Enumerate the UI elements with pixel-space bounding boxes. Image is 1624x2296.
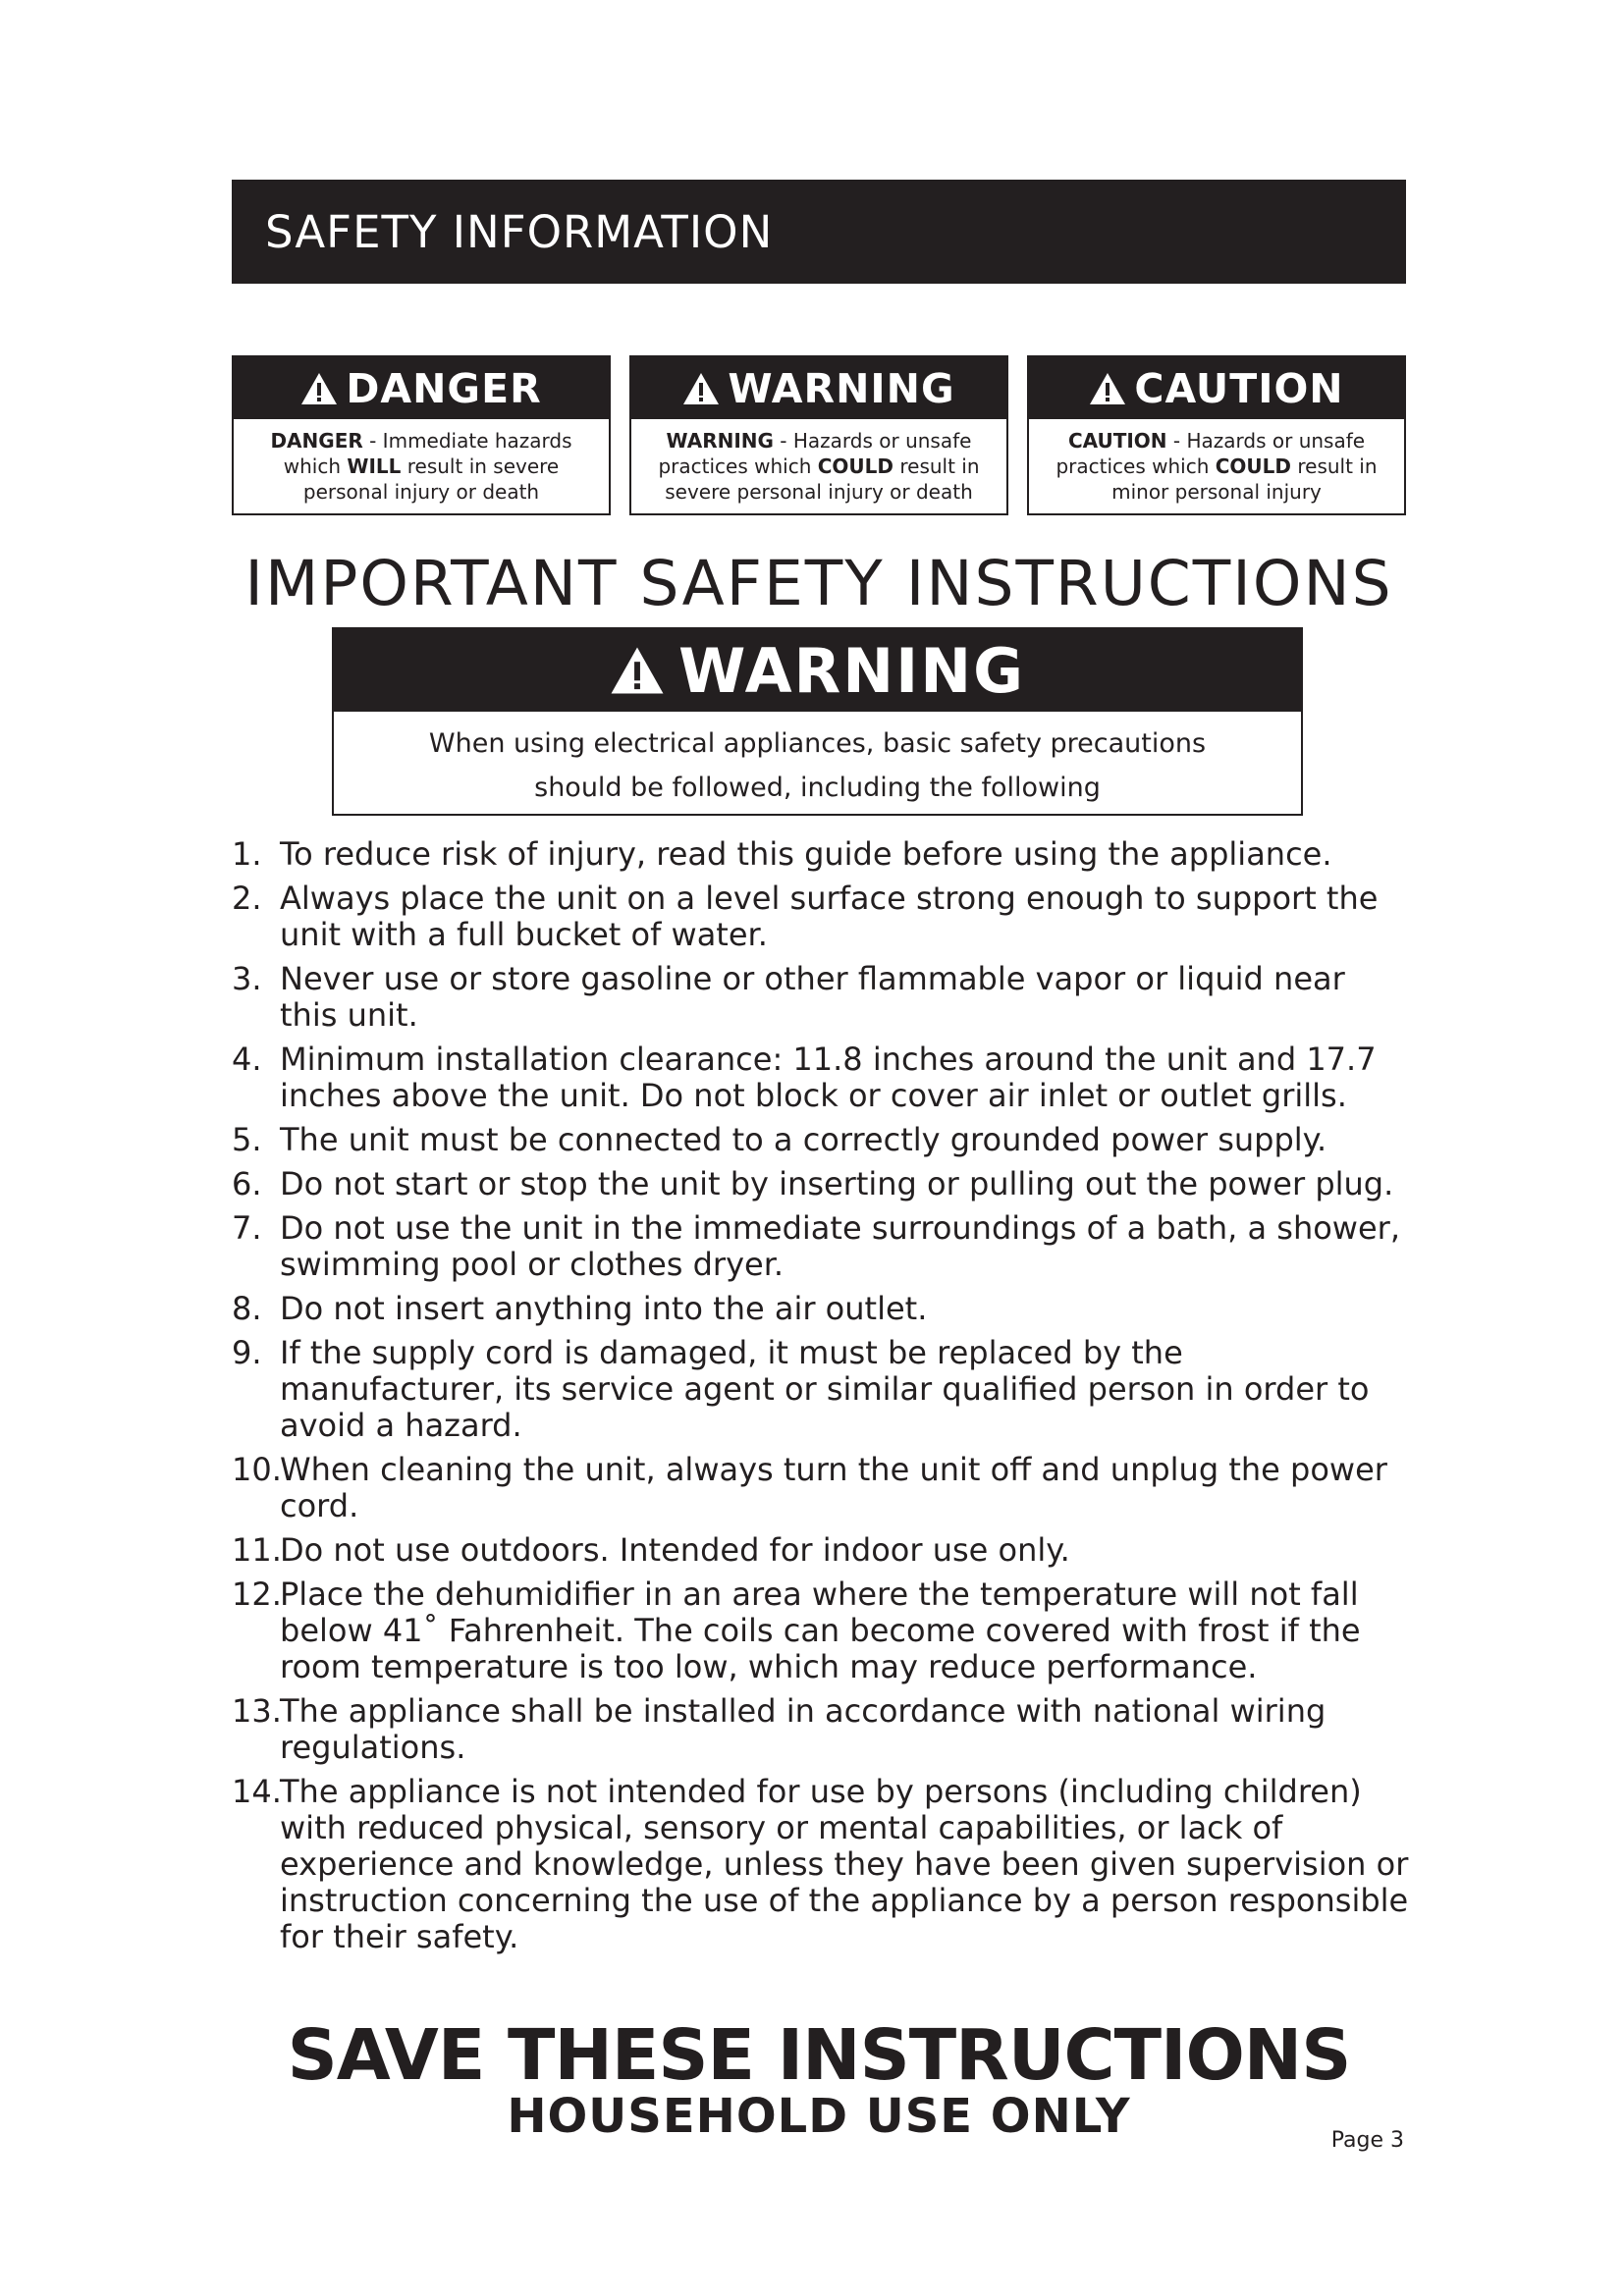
footer-subtitle: HOUSEHOLD USE ONLY <box>507 2089 1131 2144</box>
warning-heading <box>631 357 1006 419</box>
item-number: 11. <box>232 1531 282 1569</box>
list-item <box>232 1452 1410 1524</box>
caution-text-b: practices which <box>1056 454 1216 478</box>
warning-triangle-icon <box>610 646 665 695</box>
danger-heading <box>234 357 609 419</box>
warning-text-a: - Hazards or unsafe <box>773 429 972 453</box>
section-title: SAFETY INFORMATION <box>265 205 774 258</box>
general-warning-text <box>334 712 1301 810</box>
warning-triangle-icon <box>1089 372 1126 405</box>
general-warning-heading-text: WARNING <box>677 634 1026 707</box>
item-number: 14. <box>232 1773 282 1810</box>
warning-description <box>631 419 1006 505</box>
warning-text-b: practices which <box>658 454 818 478</box>
item-text: Always place the unit on a level surface strong enough to support the unit with a full bucket of water. <box>280 880 1379 953</box>
page-title: IMPORTANT SAFETY INSTRUCTIONS <box>244 548 1393 619</box>
list-item <box>232 1335 1410 1444</box>
warning-text-d: severe personal injury or death <box>665 480 973 504</box>
danger-text-c: result in severe <box>401 454 560 478</box>
list-item <box>232 1166 1410 1202</box>
danger-box <box>232 355 611 515</box>
list-item <box>232 836 1410 873</box>
general-warning-line-2: should be followed, including the following <box>534 773 1101 803</box>
item-number: 4. <box>232 1041 262 1078</box>
list-item <box>232 1576 1410 1685</box>
danger-description <box>234 419 609 505</box>
caution-description <box>1029 419 1404 505</box>
general-warning-line-1: When using electrical appliances, basic safety precautions <box>428 728 1207 759</box>
list-item <box>232 1210 1410 1283</box>
item-number: 7. <box>232 1209 262 1247</box>
danger-text-b: which <box>283 454 348 478</box>
danger-label: DANGER <box>270 429 363 453</box>
danger-emphasis: WILL <box>347 454 402 478</box>
item-text: The appliance is not intended for use by persons (including children) with reduced physical, sensory or mental capabilities, or lack of experience and knowledge, unless they have been given supervision or instruction concerning the use of the appliance by a person responsible for their safety. <box>280 1773 1409 1955</box>
warning-box-small <box>629 355 1008 515</box>
item-number: 5. <box>232 1121 262 1158</box>
danger-text-d: personal injury or death <box>302 480 540 504</box>
caution-heading <box>1029 357 1404 419</box>
caution-text-d: minor personal injury <box>1111 480 1322 504</box>
item-text: Do not insert anything into the air outlet. <box>280 1290 928 1327</box>
list-item <box>232 1532 1410 1569</box>
list-item <box>232 1693 1410 1766</box>
item-text: When cleaning the unit, always turn the unit off and unplug the power cord. <box>280 1451 1387 1524</box>
warning-triangle-icon <box>682 372 720 405</box>
item-number: 6. <box>232 1165 262 1202</box>
warning-text-c: result in <box>893 454 980 478</box>
danger-heading-text: DANGER <box>346 364 542 412</box>
item-text: The appliance shall be installed in accordance with national wiring regulations. <box>280 1692 1326 1766</box>
caution-heading-text: CAUTION <box>1134 364 1344 412</box>
item-text: Never use or store gasoline or other flammable vapor or liquid near this unit. <box>280 960 1345 1034</box>
list-item <box>232 881 1410 953</box>
item-number: 3. <box>232 960 262 997</box>
caution-text-a: - Hazards or unsafe <box>1166 429 1366 453</box>
warning-heading-text: WARNING <box>728 364 955 412</box>
list-item <box>232 961 1410 1034</box>
warning-triangle-icon <box>300 372 338 405</box>
caution-box <box>1027 355 1406 515</box>
general-warning-heading <box>334 629 1301 712</box>
item-text: Do not use the unit in the immediate surroundings of a bath, a shower, swimming pool or clothes dryer. <box>280 1209 1400 1283</box>
item-number: 13. <box>232 1692 282 1730</box>
item-text: Do not use outdoors. Intended for indoor use only. <box>280 1531 1070 1569</box>
item-text: To reduce risk of injury, read this guide before using the appliance. <box>280 835 1332 873</box>
caution-emphasis: COULD <box>1215 454 1291 478</box>
instructions-list <box>232 836 1410 1963</box>
warning-emphasis: COULD <box>817 454 893 478</box>
item-number: 2. <box>232 880 262 917</box>
item-number: 12. <box>232 1575 282 1613</box>
item-text: Minimum installation clearance: 11.8 inches around the unit and 17.7 inches above the unit. Do not block or cover air inlet or outlet grills. <box>280 1041 1377 1114</box>
item-text: If the supply cord is damaged, it must be replaced by the manufacturer, its service agent or similar qualified person in order to avoid a hazard. <box>280 1334 1370 1444</box>
page-number: Page 3 <box>1330 2128 1404 2153</box>
item-number: 9. <box>232 1334 262 1371</box>
warning-label: WARNING <box>666 429 774 453</box>
list-item <box>232 1291 1410 1327</box>
caution-label: CAUTION <box>1067 429 1167 453</box>
caution-text-c: result in <box>1291 454 1378 478</box>
danger-text-a: - Immediate hazards <box>362 429 572 453</box>
item-text: The unit must be connected to a correctly grounded power supply. <box>280 1121 1327 1158</box>
item-number: 1. <box>232 835 262 873</box>
section-header <box>232 180 1406 284</box>
footer-title: SAVE THESE INSTRUCTIONS <box>287 2014 1351 2096</box>
item-text: Do not start or stop the unit by inserting or pulling out the power plug. <box>280 1165 1394 1202</box>
list-item <box>232 1774 1410 1955</box>
list-item <box>232 1041 1410 1114</box>
item-text: Place the dehumidifier in an area where the temperature will not fall below 41˚ Fahrenheit. The coils can become covered with frost if the room temperature is too low, which may reduce performance. <box>280 1575 1361 1685</box>
general-warning-box <box>332 627 1303 816</box>
item-number: 8. <box>232 1290 262 1327</box>
item-number: 10. <box>232 1451 282 1488</box>
list-item <box>232 1122 1410 1158</box>
